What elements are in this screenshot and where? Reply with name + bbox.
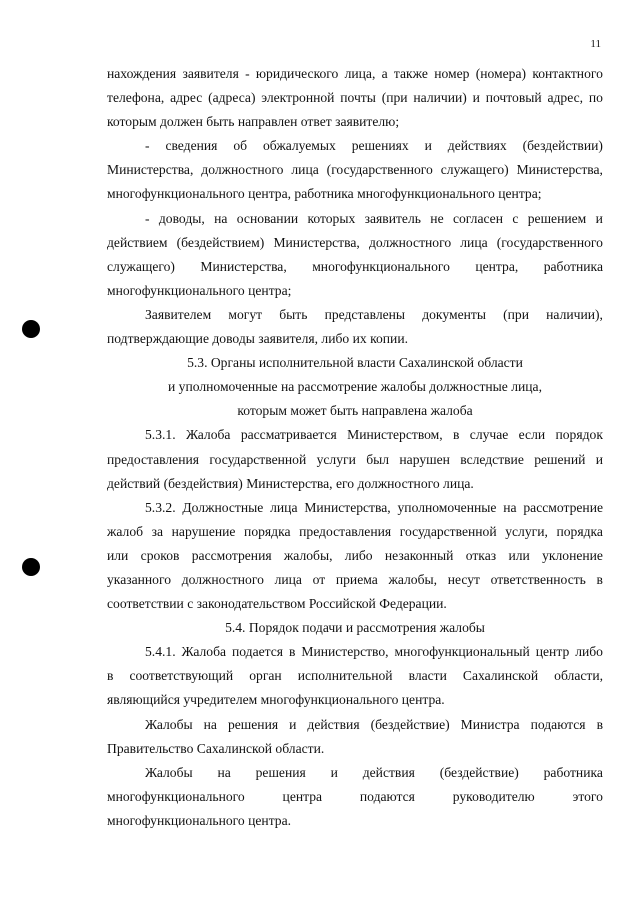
text-line: соответствии с законодательством Российской Федерации. xyxy=(107,596,447,612)
text-line: служащего) Министерства, многофункционального центра, работника xyxy=(107,258,603,274)
text-line: многофункционального центра; xyxy=(107,282,292,298)
text-line: многофункционального центра, работника многофункционального центра; xyxy=(107,186,542,202)
text-line: 5.3.1. Жалоба рассматривается Министерством, в случае если порядок xyxy=(145,427,603,443)
text-line: 5.4.1. Жалоба подается в Министерство, многофункциональный центр либо xyxy=(145,644,603,660)
text-line: - сведения об обжалуемых решениях и действиях (бездействии) xyxy=(145,138,603,154)
text-line: телефона, адрес (адреса) электронной почты (при наличии) и почтовый адрес, по xyxy=(107,90,603,106)
punch-hole-mark xyxy=(22,320,40,338)
text-line: в соответствующий орган исполнительной власти Сахалинской области, xyxy=(107,668,603,684)
text-line: подтверждающие доводы заявителя, либо их копии. xyxy=(107,331,408,347)
text-line: и уполномоченные на рассмотрение жалобы должностные лица, xyxy=(167,379,542,395)
text-line: Министерства, должностного лица (государственного служащего) Министерства, xyxy=(107,162,603,178)
text-line: действием (бездействием) Министерства, должностного лица (государственного xyxy=(107,234,603,250)
text-line: указанного должностного лица от приема жалобы, несут ответственность в xyxy=(107,571,603,587)
document-body xyxy=(107,62,603,833)
text-line: которым должен быть направлен ответ заявителю; xyxy=(107,114,400,130)
text-line: 5.3.2. Должностные лица Министерства, уполномоченные на рассмотрение xyxy=(145,499,603,515)
text-line: многофункционального центра. xyxy=(107,812,292,828)
text-line: или сроков рассмотрения жалобы, либо незаконный отказ или уклонение xyxy=(107,547,603,563)
text-line: которым может быть направлена жалоба xyxy=(237,403,473,419)
punch-hole-mark xyxy=(22,558,40,576)
page-number: 11 xyxy=(590,38,601,50)
text-line: - доводы, на основании которых заявитель не согласен с решением и xyxy=(145,210,603,226)
text-line: жалоб за нарушение порядка предоставления государственной услуги, порядка xyxy=(107,523,603,539)
text-line: 5.4. Порядок подачи и рассмотрения жалобы xyxy=(225,620,485,636)
text-line: многофункционального центра подаются руководителю этого xyxy=(107,788,603,804)
text-line: Правительство Сахалинской области. xyxy=(107,740,325,756)
text-line: действий (бездействия) Министерства, его должностного лица. xyxy=(107,475,474,491)
text-line: Жалобы на решения и действия (бездействие) работника xyxy=(145,764,603,780)
text-line: Жалобы на решения и действия (бездействие) Министра подаются в xyxy=(145,716,603,732)
text-line: нахождения заявителя - юридического лица, а также номер (номера) контактного xyxy=(107,66,603,81)
text-line: предоставления государственной услуги был нарушен вследствие решений и xyxy=(107,451,603,467)
text-line: Заявителем могут быть представлены документы (при наличии), xyxy=(145,306,603,322)
text-line: являющийся учредителем многофункционального центра. xyxy=(107,692,445,708)
text-line: 5.3. Органы исполнительной власти Сахалинской области xyxy=(187,355,523,371)
